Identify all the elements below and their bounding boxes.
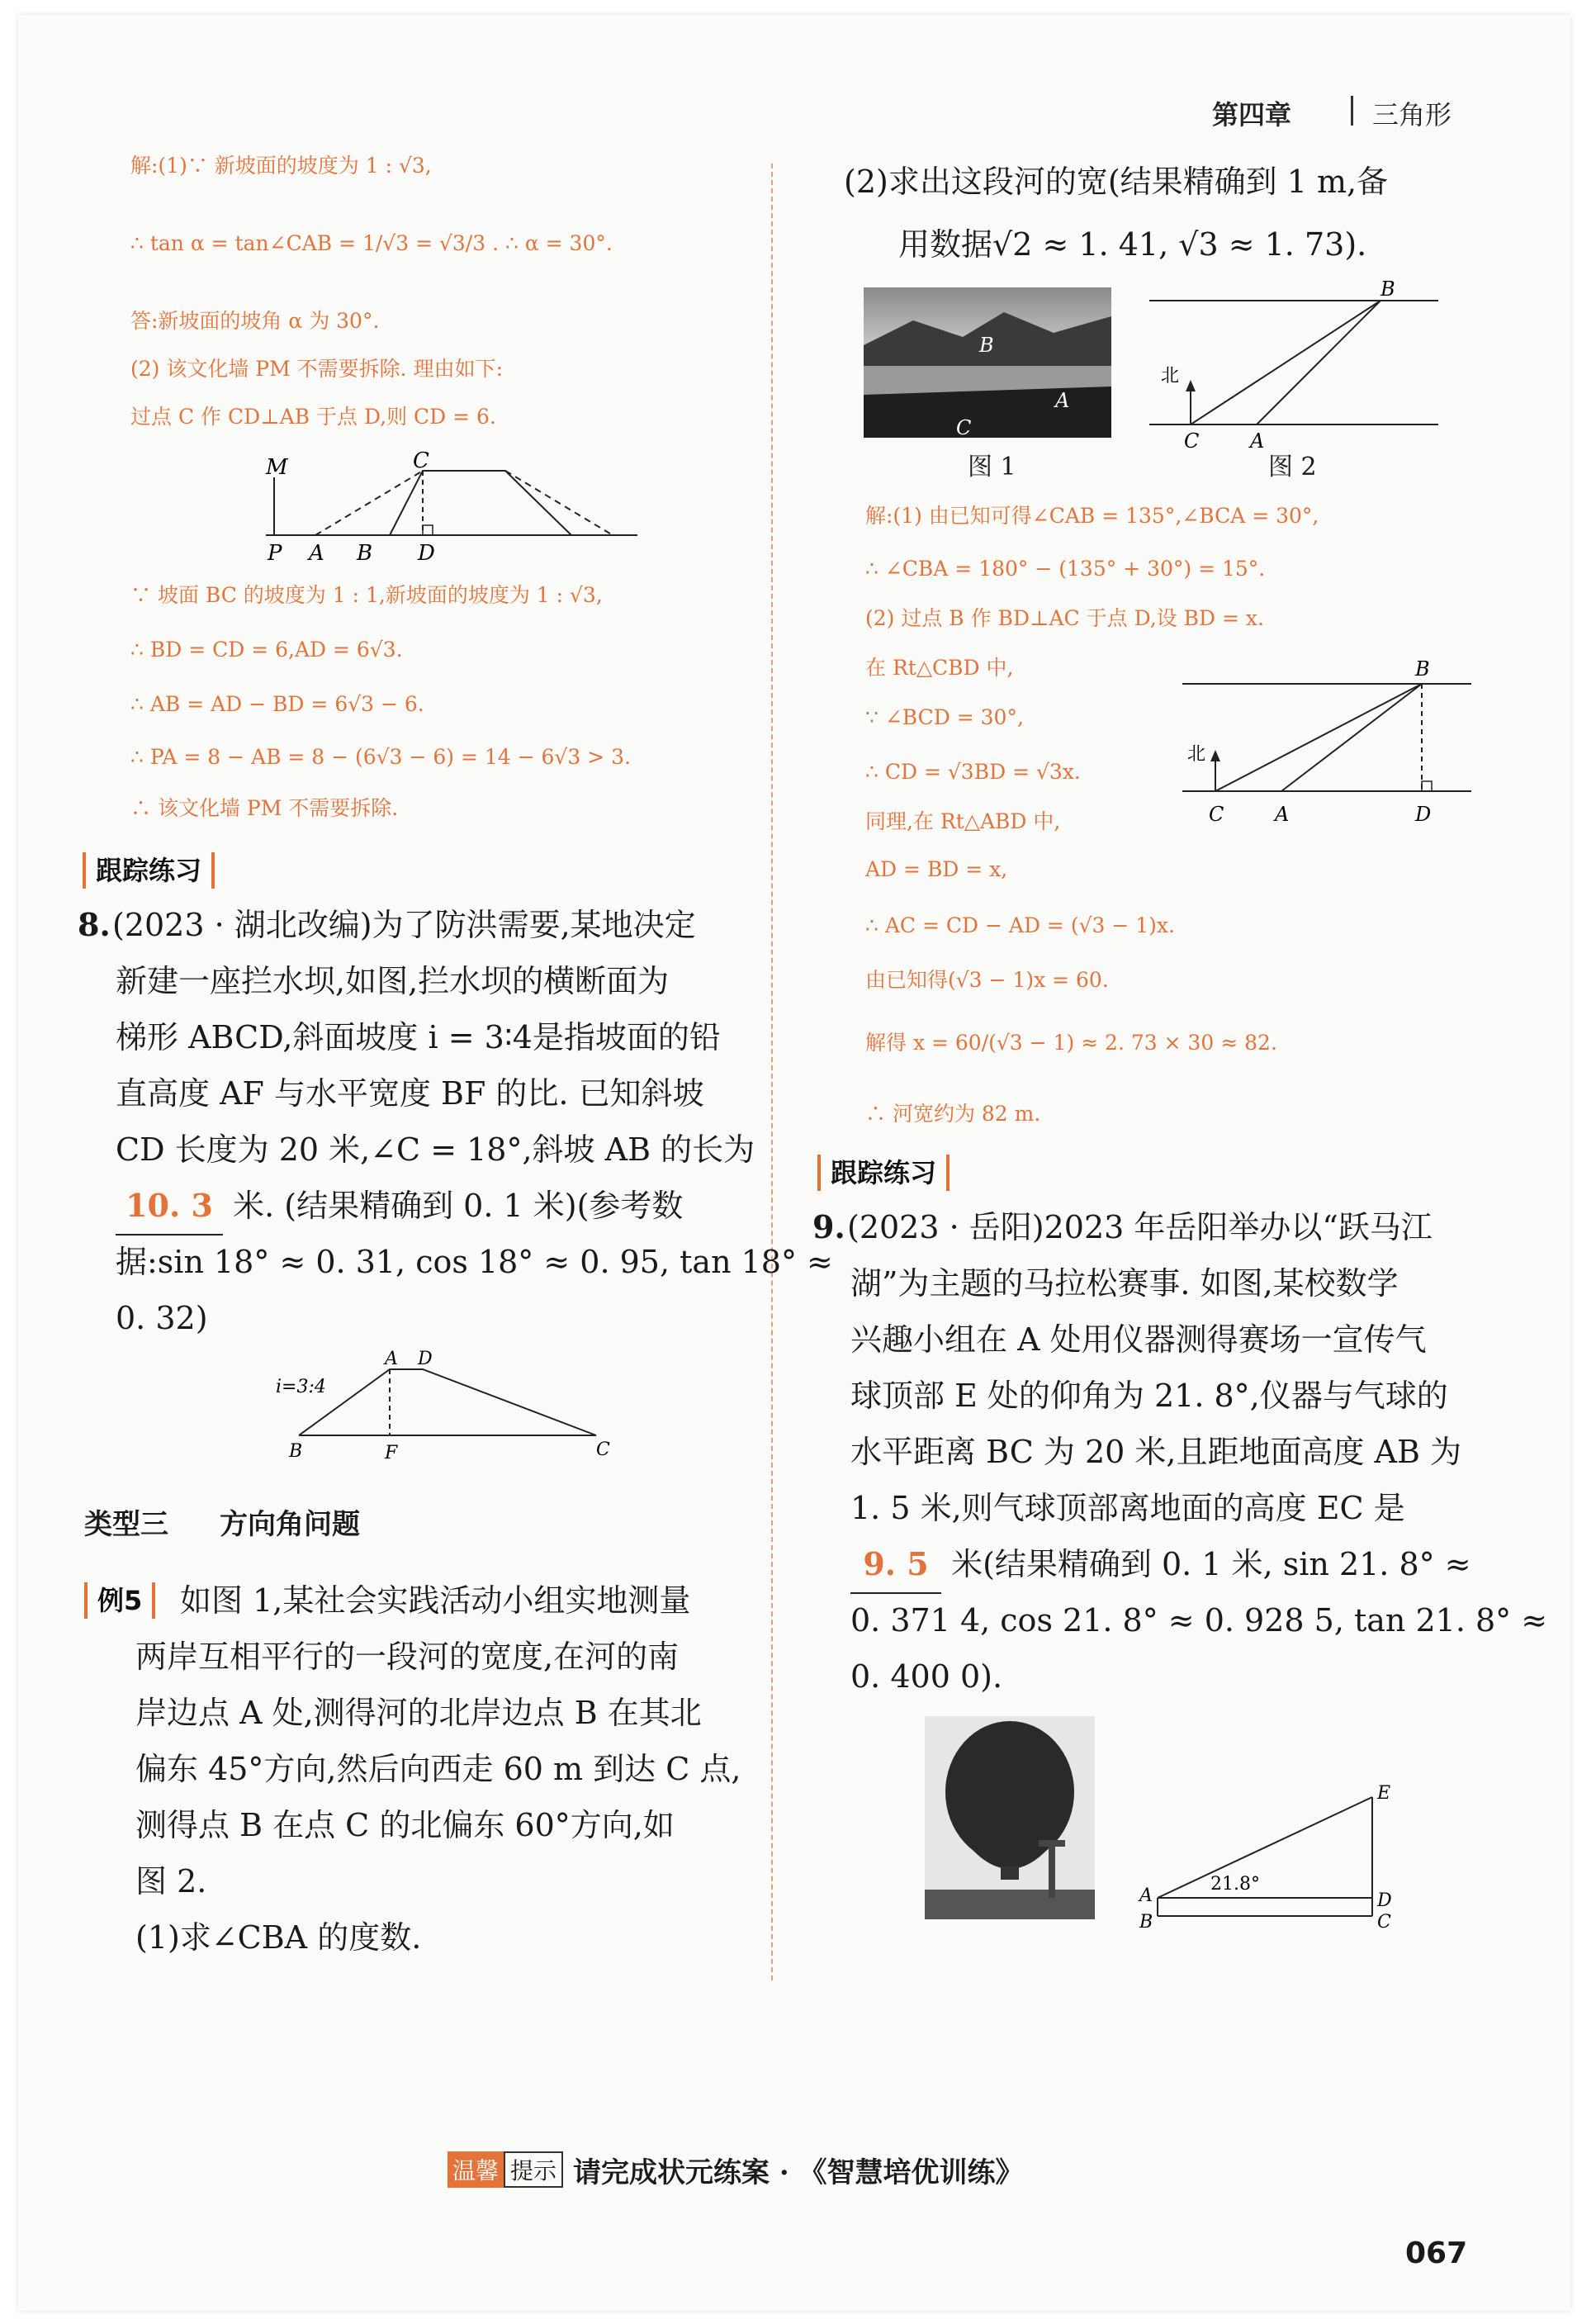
solution-line: ∴ tan α = tan∠CAB = 1/√3 = √3/3 . ∴ α = 30°. <box>130 231 613 255</box>
solution-line: ∴ 该文化墙 PM 不需要拆除. <box>130 796 399 820</box>
header-divider <box>1351 96 1353 126</box>
label-A: A <box>385 1349 398 1369</box>
q9-answer: 9. 5 <box>850 1536 941 1594</box>
chapter-label: 第四章 <box>1212 99 1292 130</box>
footer-tip-label: 温馨 <box>448 2151 504 2188</box>
solution-label-A: A <box>1275 803 1290 826</box>
q9-line: 1. 5 米,则气球顶部离地面的高度 EC 是 <box>850 1490 1405 1526</box>
solution-line: 解:(1)∵ 新坡面的坡度为 1 : √3, <box>130 154 432 178</box>
section-type-label: 类型三 <box>84 1508 168 1541</box>
ex5-line: 如图 1,某社会实践活动小组实地测量 <box>180 1582 691 1619</box>
label-A: A <box>309 541 324 566</box>
label-D: D <box>418 541 435 566</box>
solution-line: 答:新坡面的坡角 α 为 30°. <box>130 309 380 333</box>
solution-line: ∴ AC = CD − AD = (√3 − 1)x. <box>865 913 1175 937</box>
page-number: 067 <box>1405 2236 1468 2270</box>
track-practice-heading: 跟踪练习 <box>83 852 215 889</box>
q9-line: (2023 · 岳阳)2023 年岳阳举办以“跃马江 <box>847 1209 1433 1245</box>
photo-label-A: A <box>1055 389 1070 412</box>
balloon-label-D: D <box>1377 1890 1392 1911</box>
q8-line: 米. (结果精确到 0. 1 米)(参考数 <box>233 1188 684 1224</box>
figure-caption: 图 2 <box>1268 453 1317 481</box>
solution-line: ∴ 河宽约为 82 m. <box>865 1102 1041 1126</box>
solution-line: 解:(1) 由已知可得∠CAB = 135°,∠BCA = 30°, <box>865 504 1319 528</box>
ex5-line: 偏东 45°方向,然后向西走 60 m 到达 C 点, <box>135 1751 741 1787</box>
label-C: C <box>596 1439 610 1460</box>
q9-line: 米(结果精确到 0. 1 米, sin 21. 8° ≈ <box>951 1546 1471 1582</box>
solution-label-north: 北 <box>1187 744 1206 765</box>
ex5-line: 岸边点 A 处,测得河的北岸边点 B 在其北 <box>135 1695 702 1731</box>
solution-line: ∵ 坡面 BC 的坡度为 1 : 1,新坡面的坡度为 1 : √3, <box>130 583 603 607</box>
ex5-line: (1)求∠CBA 的度数. <box>135 1919 422 1956</box>
q8-line: 直高度 AF 与水平宽度 BF 的比. 已知斜坡 <box>116 1075 704 1112</box>
q2-line: 用数据√2 ≈ 1. 41, √3 ≈ 1. 73). <box>898 226 1367 263</box>
balloon-label-B: B <box>1139 1912 1153 1931</box>
q9-line: 湖”为主题的马拉松赛事. 如图,某校数学 <box>850 1265 1399 1302</box>
label-B: B <box>357 541 373 566</box>
footer-text: 请完成状元练案 · 《智慧培优训练》 <box>573 2156 1024 2189</box>
q8-line: 梯形 ABCD,斜面坡度 i = 3∶4是指坡面的铅 <box>116 1019 721 1055</box>
photo-label-C: C <box>956 416 972 438</box>
q9-line: 兴趣小组在 A 处用仪器测得赛场一宣传气 <box>850 1321 1427 1358</box>
fig-river-photo <box>864 287 1111 438</box>
balloon-label-E: E <box>1377 1783 1391 1804</box>
q8-line: 0. 32) <box>116 1300 208 1336</box>
section-title: 方向角问题 <box>220 1508 360 1541</box>
photo-label-B: B <box>979 334 994 357</box>
label-F: F <box>385 1443 398 1463</box>
solution-line: ∴ AB = AD − BD = 6√3 − 6. <box>130 692 424 716</box>
solution-line: 同理,在 Rt△ABD 中, <box>865 809 1061 833</box>
q9-line: 水平距离 BC 为 20 米,且距地面高度 AB 为 <box>850 1434 1461 1470</box>
label-M: M <box>266 455 288 480</box>
solution-label-C: C <box>1209 803 1224 826</box>
question-number: 9. <box>812 1208 845 1245</box>
column-divider <box>771 164 773 1980</box>
footer-tip-label2: 提示 <box>504 2151 563 2188</box>
q8-answer: 10. 3 <box>116 1178 223 1236</box>
solution-line: ∴ PA = 8 − AB = 8 − (6√3 − 6) = 14 − 6√3 > 3. <box>130 745 631 769</box>
solution-line: AD = BD = x, <box>865 857 1008 881</box>
question-number: 8. <box>78 906 111 943</box>
q8-line: 据:sin 18° ≈ 0. 31, cos 18° ≈ 0. 95, tan 18° ≈ <box>116 1244 833 1280</box>
balloon-label-C: C <box>1377 1912 1391 1931</box>
fig-balloon-diagram <box>1125 1766 1397 1931</box>
ex5-line: 两岸互相平行的一段河的宽度,在河的南 <box>135 1639 680 1675</box>
diagram-label-B: B <box>1381 277 1395 301</box>
page <box>18 15 1570 2311</box>
solution-line: ∵ ∠BCD = 30°, <box>865 705 1024 729</box>
solution-label-B: B <box>1415 657 1430 681</box>
chapter-title: 三角形 <box>1372 99 1452 130</box>
q9-line: 0. 371 4, cos 21. 8° ≈ 0. 928 5, tan 21. 8° ≈ <box>850 1602 1548 1639</box>
ex5-line: 图 2. <box>135 1863 207 1900</box>
solution-line: ∴ CD = √3BD = √3x. <box>865 760 1081 784</box>
ex5-line: 测得点 B 在点 C 的北偏东 60°方向,如 <box>135 1807 675 1843</box>
fig-river-solution <box>1174 651 1480 832</box>
q8-line: CD 长度为 20 米,∠C = 18°,斜坡 AB 的长为 <box>116 1131 755 1168</box>
label-B: B <box>289 1441 303 1462</box>
track-practice-heading: 跟踪练习 <box>817 1155 950 1191</box>
diagram-label-north: 北 <box>1161 366 1180 387</box>
label-slope: i=3:4 <box>276 1377 326 1397</box>
q2-line: (2)求出这段河的宽(结果精确到 1 m,备 <box>844 164 1389 200</box>
diagram-label-A: A <box>1250 429 1265 453</box>
solution-line: 由已知得(√3 − 1)x = 60. <box>865 968 1109 992</box>
footer-tip <box>448 2151 1024 2189</box>
solution-line: ∴ BD = CD = 6,AD = 6√3. <box>130 638 403 662</box>
fig-balloon-photo <box>925 1716 1095 1919</box>
label-C: C <box>413 448 429 473</box>
balloon-angle-label: 21.8° <box>1210 1874 1260 1895</box>
fig-river-diagram <box>1133 271 1447 453</box>
label-P: P <box>268 541 282 566</box>
diagram-label-C: C <box>1184 429 1200 453</box>
q9-line: 球顶部 E 处的仰角为 21. 8°,仪器与气球的 <box>850 1378 1448 1414</box>
solution-label-D: D <box>1415 803 1432 826</box>
solution-line: 在 Rt△CBD 中, <box>865 656 1014 680</box>
fig-wall <box>249 444 646 568</box>
balloon-label-A: A <box>1139 1885 1153 1906</box>
fig-dam <box>266 1345 629 1468</box>
solution-line: (2) 过点 B 作 BD⊥AC 于点 D,设 BD = x. <box>865 606 1264 630</box>
q8-line: (2023 · 湖北改编)为了防洪需要,某地决定 <box>112 907 696 943</box>
solution-line: (2) 该文化墙 PM 不需要拆除. 理由如下: <box>130 357 503 381</box>
label-D: D <box>418 1349 433 1369</box>
example-tag: 例5 <box>84 1582 155 1619</box>
figure-caption: 图 1 <box>968 453 1016 481</box>
solution-line: 解得 x = 60/(√3 − 1) ≈ 2. 73 × 30 ≈ 82. <box>865 1031 1277 1055</box>
q9-line: 0. 400 0). <box>850 1658 1003 1695</box>
solution-line: ∴ ∠CBA = 180° − (135° + 30°) = 15°. <box>865 557 1266 581</box>
q8-line: 新建一座拦水坝,如图,拦水坝的横断面为 <box>116 963 670 999</box>
solution-line: 过点 C 作 CD⊥AB 于点 D,则 CD = 6. <box>130 405 496 429</box>
